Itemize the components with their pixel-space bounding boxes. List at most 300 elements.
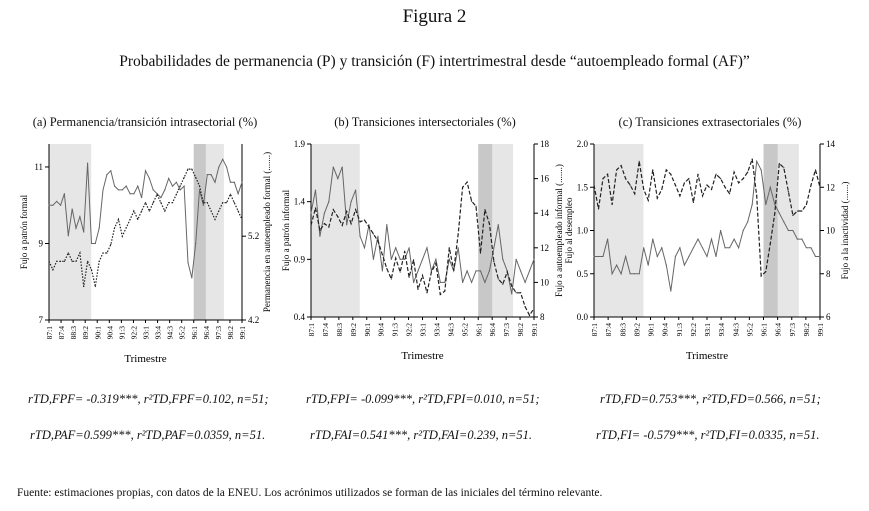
right-axis-title: Fujo a la inactividad (.......) — [840, 181, 850, 280]
stats-a-line2: rTD,PAF=0.599***, r²TD,PAF=0.0359, n=51. — [30, 428, 266, 442]
data-point — [507, 271, 508, 272]
data-point — [114, 227, 115, 228]
data-point — [241, 182, 242, 183]
data-point — [199, 185, 200, 186]
x-tick-label: 89:2 — [348, 323, 358, 337]
x-tick-label: 90:1 — [362, 323, 372, 337]
data-point — [346, 224, 347, 225]
left-tick-label: 0.0 — [576, 312, 588, 322]
data-point — [122, 236, 123, 237]
data-point — [792, 230, 793, 231]
data-point — [324, 213, 325, 214]
data-point — [462, 282, 463, 283]
data-point — [137, 219, 138, 220]
data-point — [395, 247, 396, 248]
data-point — [168, 202, 169, 203]
data-point — [145, 202, 146, 203]
data-point — [214, 182, 215, 183]
data-point — [110, 244, 111, 245]
data-point — [484, 209, 485, 210]
data-point — [524, 282, 525, 283]
left-tick-label: 1.4 — [293, 196, 305, 207]
panel-c-title: (c) Transiciones extrasectoriales (%) — [618, 115, 802, 129]
data-point — [743, 178, 744, 179]
data-point — [462, 187, 463, 188]
data-point — [621, 165, 622, 166]
x-tick-label: 98:2 — [801, 323, 811, 337]
data-point — [324, 223, 325, 224]
x-tick-label: 95:2 — [460, 323, 470, 337]
data-point — [241, 219, 242, 220]
data-point — [643, 247, 644, 248]
data-point — [64, 261, 65, 262]
data-point — [684, 265, 685, 266]
x-tick-label: 92:2 — [129, 326, 139, 340]
data-point — [95, 286, 96, 287]
data-point — [164, 210, 165, 211]
data-point — [770, 187, 771, 188]
data-point — [520, 292, 521, 293]
data-point — [230, 194, 231, 195]
data-point — [747, 221, 748, 222]
data-point — [724, 187, 725, 188]
data-point — [118, 219, 119, 220]
x-tick-label: 88:3 — [334, 323, 344, 337]
right-tick-label: 14 — [540, 208, 549, 219]
x-tick-label: 87:4 — [320, 323, 330, 337]
data-point — [315, 207, 316, 208]
x-tick-label: 99:1 — [530, 323, 539, 337]
data-point — [141, 210, 142, 211]
data-point — [797, 210, 798, 211]
data-point — [364, 220, 365, 221]
data-point — [413, 259, 414, 260]
data-point — [141, 197, 142, 198]
data-point — [328, 226, 329, 227]
data-point — [75, 261, 76, 262]
data-point — [801, 210, 802, 211]
figure-title: Figura 2 — [402, 6, 467, 27]
left-tick-label: 0.5 — [576, 268, 588, 279]
x-tick-label: 87:1 — [307, 323, 316, 337]
data-point — [404, 259, 405, 260]
x-tick-label: 96:4 — [488, 323, 498, 337]
data-point — [498, 224, 499, 225]
data-point — [431, 270, 432, 271]
data-point — [449, 259, 450, 260]
data-point — [625, 256, 626, 257]
data-point — [489, 223, 490, 224]
data-point — [351, 223, 352, 224]
data-point — [373, 259, 374, 260]
data-point — [133, 210, 134, 211]
data-point — [153, 189, 154, 190]
data-point — [702, 195, 703, 196]
left-tick-label: 1.9 — [293, 139, 305, 149]
data-point — [792, 215, 793, 216]
data-point — [471, 200, 472, 201]
data-point — [426, 247, 427, 248]
data-point — [810, 247, 811, 248]
left-tick-label: 0.4 — [293, 312, 305, 322]
x-tick-label: 87:4 — [57, 326, 67, 340]
data-point — [238, 193, 239, 194]
data-point — [666, 169, 667, 170]
data-point — [48, 205, 49, 206]
x-tick-label: 97:3 — [213, 326, 223, 340]
data-point — [106, 174, 107, 175]
data-point — [68, 252, 69, 253]
data-point — [738, 182, 739, 183]
data-point — [697, 239, 698, 240]
data-point — [404, 251, 405, 252]
data-point — [359, 236, 360, 237]
x-axis-title: Trimestre — [685, 350, 729, 362]
data-point — [359, 221, 360, 222]
data-point — [400, 259, 401, 260]
data-point — [342, 225, 343, 226]
data-point — [337, 216, 338, 217]
data-point — [516, 292, 517, 293]
data-point — [688, 178, 689, 179]
data-point — [720, 230, 721, 231]
x-tick-label: 97:3 — [787, 323, 797, 337]
data-point — [449, 247, 450, 248]
data-point — [56, 261, 57, 262]
data-point — [815, 256, 816, 257]
data-point — [79, 252, 80, 253]
data-point — [815, 169, 816, 170]
data-point — [52, 205, 53, 206]
data-point — [145, 170, 146, 171]
data-point — [602, 256, 603, 257]
data-point — [715, 174, 716, 175]
data-point — [467, 181, 468, 182]
data-point — [218, 166, 219, 167]
data-point — [711, 189, 712, 190]
data-point — [779, 213, 780, 214]
data-point — [611, 273, 612, 274]
data-point — [435, 259, 436, 260]
stats-b-line1: rTD,FPI= -0.099***, r²TD,FPI=0.010, n=51; — [306, 392, 540, 406]
x-tick-label: 94:3 — [165, 326, 175, 340]
x-tick-label: 99:1 — [238, 326, 247, 340]
data-point — [533, 259, 534, 260]
data-point — [413, 282, 414, 283]
x-tick-label: 89:2 — [81, 326, 91, 340]
data-point — [711, 239, 712, 240]
data-point — [639, 161, 640, 162]
data-point — [648, 265, 649, 266]
data-point — [475, 270, 476, 271]
data-point — [752, 204, 753, 205]
right-tick-label: 10 — [540, 277, 549, 288]
x-tick-label: 96:1 — [759, 323, 769, 337]
x-tick-label: 92:2 — [688, 323, 698, 337]
data-point — [72, 261, 73, 262]
right-tick-label: 5.2 — [248, 231, 260, 242]
data-point — [187, 169, 188, 170]
x-tick-label: 91:3 — [390, 323, 400, 337]
data-point — [738, 247, 739, 248]
right-tick-label: 8 — [826, 268, 831, 279]
data-point — [684, 182, 685, 183]
x-tick-label: 99:1 — [816, 323, 825, 337]
data-point — [195, 243, 196, 244]
data-point — [765, 204, 766, 205]
x-axis-title: Trimestre — [401, 350, 444, 362]
data-point — [679, 195, 680, 196]
left-tick-label: 1.0 — [576, 225, 588, 236]
x-tick-label: 96:4 — [773, 323, 783, 337]
data-point — [395, 258, 396, 259]
data-point — [172, 185, 173, 186]
x-tick-label: 91:3 — [674, 323, 684, 337]
data-point — [657, 197, 658, 198]
data-point — [222, 159, 223, 160]
data-point — [83, 286, 84, 287]
data-point — [422, 275, 423, 276]
data-point — [377, 240, 378, 241]
data-point — [480, 270, 481, 271]
data-point — [806, 247, 807, 248]
data-point — [520, 270, 521, 271]
data-point — [333, 166, 334, 167]
right-tick-label: 18 — [540, 139, 549, 149]
data-point — [351, 201, 352, 202]
data-point — [693, 247, 694, 248]
x-tick-label: 90:4 — [105, 326, 115, 340]
data-point — [693, 202, 694, 203]
data-point — [648, 200, 649, 201]
data-point — [607, 239, 608, 240]
data-point — [222, 202, 223, 203]
data-point — [83, 231, 84, 232]
data-point — [598, 208, 599, 209]
chart-c — [566, 130, 866, 370]
data-point — [319, 230, 320, 231]
data-point — [409, 277, 410, 278]
data-point — [118, 189, 119, 190]
shaded-band — [49, 144, 91, 320]
data-point — [475, 206, 476, 207]
data-point — [453, 270, 454, 271]
data-point — [502, 284, 503, 285]
data-point — [675, 184, 676, 185]
data-point — [761, 169, 762, 170]
data-point — [611, 204, 612, 205]
data-point — [810, 184, 811, 185]
x-tick-label: 98:2 — [516, 323, 526, 337]
x-tick-label: 93:1 — [141, 326, 151, 340]
data-point — [68, 235, 69, 236]
data-point — [319, 236, 320, 237]
data-point — [238, 210, 239, 211]
x-tick-label: 87:4 — [604, 323, 614, 337]
data-point — [364, 247, 365, 248]
x-tick-label: 93:1 — [418, 323, 428, 337]
data-point — [630, 273, 631, 274]
data-point — [639, 273, 640, 274]
data-point — [634, 193, 635, 194]
data-point — [129, 193, 130, 194]
data-point — [149, 178, 150, 179]
data-point — [207, 202, 208, 203]
data-point — [511, 293, 512, 294]
data-point — [409, 247, 410, 248]
panel-a-title: (a) Permanencia/transición intrasectorial (%) — [32, 115, 258, 129]
data-point — [153, 202, 154, 203]
data-point — [87, 163, 88, 164]
data-point — [160, 202, 161, 203]
right-tick-label: 14 — [826, 139, 835, 149]
data-point — [779, 163, 780, 164]
data-point — [191, 277, 192, 278]
data-point — [498, 278, 499, 279]
data-point — [616, 169, 617, 170]
data-point — [675, 256, 676, 257]
data-point — [661, 189, 662, 190]
x-tick-label: 97:3 — [502, 323, 512, 337]
data-point — [214, 219, 215, 220]
data-point — [160, 197, 161, 198]
left-axis-title: Fujo a patrón formal — [19, 194, 29, 270]
x-tick-label: 87:1 — [590, 323, 599, 337]
x-tick-label: 88:3 — [618, 323, 628, 337]
data-point — [643, 189, 644, 190]
right-tick-label: 8 — [540, 312, 545, 322]
data-point — [176, 194, 177, 195]
left-axis-title: Fujo a patrón informal — [281, 189, 291, 272]
left-tick-label: 11 — [34, 161, 43, 172]
data-point — [444, 282, 445, 283]
shaded-band — [594, 144, 643, 317]
data-point — [417, 289, 418, 290]
shaded-band — [311, 144, 360, 317]
data-point — [616, 265, 617, 266]
data-point — [706, 184, 707, 185]
x-tick-label: 98:2 — [225, 326, 235, 340]
shaded-band-dark — [764, 144, 778, 317]
x-tick-label: 93:4 — [717, 323, 727, 337]
data-point — [724, 247, 725, 248]
left-tick-label: 9 — [38, 238, 43, 249]
x-tick-label: 88:3 — [69, 326, 79, 340]
data-point — [761, 275, 762, 276]
left-tick-label: 7 — [38, 315, 43, 325]
x-tick-label: 90:4 — [660, 323, 670, 337]
right-axis-title: Permanencia en autoempleado formal (.......) — [262, 151, 272, 313]
data-point — [440, 282, 441, 283]
data-point — [444, 290, 445, 291]
left-tick-label: 2.0 — [576, 139, 588, 149]
data-point — [734, 239, 735, 240]
data-point — [752, 159, 753, 160]
x-tick-label: 87:1 — [45, 326, 54, 340]
panel-b-title: (b) Transiciones intersectoriales (%) — [334, 115, 516, 129]
x-tick-label: 90:1 — [93, 326, 103, 340]
data-point — [75, 228, 76, 229]
data-point — [666, 265, 667, 266]
x-tick-label: 90:4 — [376, 323, 386, 337]
data-point — [715, 256, 716, 257]
data-point — [417, 270, 418, 271]
data-point — [333, 209, 334, 210]
data-point — [99, 261, 100, 262]
data-point — [342, 166, 343, 167]
data-point — [91, 269, 92, 270]
data-point — [310, 213, 311, 214]
data-point — [110, 170, 111, 171]
data-point — [783, 221, 784, 222]
data-point — [634, 273, 635, 274]
data-point — [95, 243, 96, 244]
x-tick-label: 93:4 — [432, 323, 442, 337]
right-tick-label: 4.2 — [248, 315, 260, 325]
left-tick-label: 0.9 — [293, 254, 305, 265]
data-point — [191, 169, 192, 170]
data-point — [126, 227, 127, 228]
data-point — [679, 247, 680, 248]
data-point — [471, 282, 472, 283]
data-point — [765, 271, 766, 272]
data-point — [168, 178, 169, 179]
data-point — [137, 185, 138, 186]
data-point — [400, 271, 401, 272]
data-point — [102, 252, 103, 253]
data-point — [729, 193, 730, 194]
data-point — [368, 224, 369, 225]
data-point — [774, 204, 775, 205]
data-point — [180, 189, 181, 190]
data-point — [688, 256, 689, 257]
data-point — [56, 201, 57, 202]
data-point — [426, 292, 427, 293]
data-point — [133, 193, 134, 194]
data-point — [502, 259, 503, 260]
data-point — [164, 189, 165, 190]
x-axis-title: Trimestre — [124, 353, 167, 365]
data-point — [529, 270, 530, 271]
data-point — [734, 172, 735, 173]
data-point — [377, 236, 378, 237]
data-point — [382, 254, 383, 255]
data-point — [187, 262, 188, 263]
x-tick-label: 96:1 — [189, 326, 199, 340]
right-axis-title: Fujo a autoempleado informal (.......) — [554, 164, 564, 297]
data-point — [373, 233, 374, 234]
data-point — [368, 226, 369, 227]
data-point — [489, 270, 490, 271]
data-point — [529, 315, 530, 316]
data-point — [458, 247, 459, 248]
data-point — [156, 194, 157, 195]
data-point — [720, 178, 721, 179]
data-point — [743, 230, 744, 231]
data-point — [211, 210, 212, 211]
data-point — [819, 187, 820, 188]
left-axis-title: Fujo al desempleo — [564, 197, 574, 264]
chart-b — [282, 130, 572, 380]
data-point — [346, 211, 347, 212]
right-tick-label: 16 — [540, 173, 549, 184]
data-point — [211, 174, 212, 175]
data-point — [819, 256, 820, 257]
data-point — [607, 174, 608, 175]
x-tick-label: 96:4 — [201, 326, 211, 340]
data-point — [756, 161, 757, 162]
data-point — [180, 185, 181, 186]
